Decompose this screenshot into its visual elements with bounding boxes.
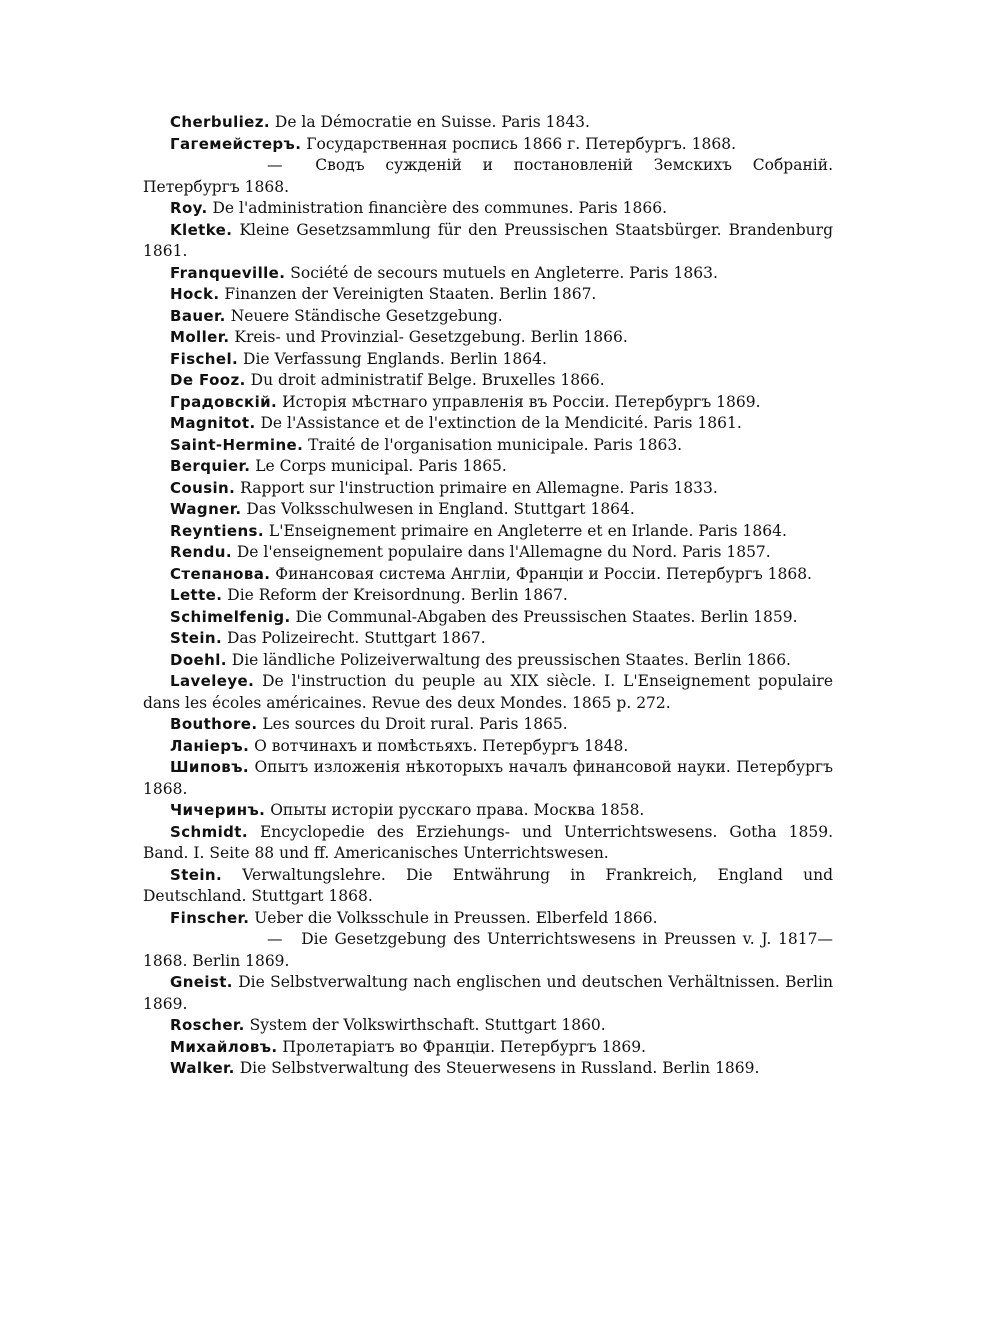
bibliography-entry	[143, 392, 833, 414]
entry-author: Fischel.	[170, 349, 239, 368]
entry-title: Исторія мѣстнаго управленія въ Россіи. Петербургъ 1869.	[277, 392, 761, 411]
bibliography-entry	[143, 585, 833, 607]
bibliography-entry	[143, 456, 833, 478]
entry-title: Финансовая система Англіи, Франціи и Россіи. Петербургъ 1868.	[270, 564, 812, 583]
bibliography-entry	[143, 607, 833, 629]
entry-title: Ueber die Volksschule in Preussen. Elberfeld 1866.	[249, 908, 658, 927]
entry-author: Cherbuliez.	[170, 113, 270, 131]
entry-author: Wagner.	[170, 500, 242, 518]
bibliography-entry	[143, 284, 833, 306]
entry-author: Stein.	[170, 629, 223, 647]
entry-title: Die Communal-Abgaben des Preussischen Staates. Berlin 1859.	[290, 607, 798, 626]
entry-title: Опытъ изложенія нѣкоторыхъ началъ финансовой науки. Петербургъ 1868.	[143, 758, 833, 798]
entry-author: Гагемейстеръ.	[170, 134, 302, 153]
entry-author: Шиповъ.	[170, 758, 249, 776]
bibliography-entry	[143, 972, 833, 1015]
entry-title: Neuere Ständische Gesetzgebung.	[225, 306, 503, 325]
entry-title: Société de secours mutuels en Angleterre. Paris 1863.	[285, 263, 718, 282]
entry-title: Finanzen der Vereinigten Staaten. Berlin 1867.	[219, 285, 597, 303]
entry-title: Die Verfassung Englands. Berlin 1864.	[238, 349, 547, 368]
entry-title: Encyclopedie des Erziehungs- und Unterrichtswesens. Gotha 1859. Band. I. Seite 88 und ff. Americanisches Unterrichtswesen.	[143, 822, 833, 862]
entry-author: —	[267, 930, 283, 948]
bibliography-entry	[143, 542, 833, 564]
entry-title: L'Enseignement primaire en Angleterre et en Irlande. Paris 1864.	[263, 521, 787, 540]
entry-title: Die ländliche Polizeiverwaltung des preussischen Staates. Berlin 1866.	[226, 650, 791, 669]
entry-title: Das Volksschulwesen in England. Stuttgart 1864.	[241, 500, 635, 518]
entry-author: Walker.	[170, 1059, 235, 1077]
bibliography-entry	[143, 1037, 833, 1059]
entry-author: Doehl.	[170, 650, 227, 669]
entry-author: Чичеринъ.	[170, 801, 266, 819]
entry-title: Die Selbstverwaltung nach englischen und deutschen Verhältnissen. Berlin 1869.	[143, 973, 833, 1013]
entry-author: Roy.	[170, 199, 208, 217]
entry-author: Moller.	[170, 328, 230, 346]
entry-author: Roscher.	[170, 1016, 245, 1034]
entry-author: De Fooz.	[170, 371, 246, 389]
bibliography-entry	[143, 714, 833, 736]
bibliography-entry	[143, 929, 833, 972]
bibliography-entry	[143, 1015, 833, 1037]
bibliography-entry	[143, 671, 833, 714]
entry-author: Schmidt.	[170, 822, 248, 841]
entry-author: Reyntiens.	[170, 521, 264, 540]
bibliography-entry	[143, 736, 833, 758]
entry-title: De l'Assistance et de l'extinction de la Mendicité. Paris 1861.	[255, 414, 742, 432]
entry-title: Die Selbstverwaltung des Steuerwesens in Russland. Berlin 1869.	[234, 1059, 760, 1077]
entry-title: Опыты исторіи русскаго права. Москва 1858.	[265, 801, 645, 819]
entry-title: Государственная роспись 1866 г. Петербургъ. 1868.	[301, 134, 737, 153]
bibliography-entry	[143, 564, 833, 586]
entry-author: Stein.	[170, 865, 223, 884]
bibliography-entry	[143, 865, 833, 908]
entry-title: Rapport sur l'instruction primaire en Allemagne. Paris 1833.	[235, 478, 718, 497]
bibliography-entry	[143, 1058, 833, 1080]
bibliography-entry	[143, 327, 833, 349]
entry-author: Cousin.	[170, 478, 236, 497]
entry-author: Finscher.	[170, 908, 250, 927]
bibliography-entry	[143, 134, 833, 156]
entry-title: Kreis- und Provinzial- Gesetzgebung. Berlin 1866.	[229, 328, 628, 346]
entry-author: Saint-Hermine.	[170, 435, 304, 454]
entry-title: Пролетаріатъ во Франціи. Петербургъ 1869.	[277, 1037, 646, 1056]
entry-author: Berquier.	[170, 457, 251, 475]
entry-title: Traité de l'organisation municipale. Paris 1863.	[303, 435, 683, 454]
bibliography-entry	[143, 822, 833, 865]
entry-title: Du droit administratif Belge. Bruxelles 1866.	[245, 371, 605, 389]
bibliography-entry	[143, 478, 833, 500]
entry-author: Magnitot.	[170, 414, 256, 432]
entry-title: Die Gesetzgebung des Unterrichtswesens in Preussen v. J. 1817—1868. Berlin 1869.	[143, 930, 833, 970]
bibliography-entry	[143, 263, 833, 285]
entry-title: System der Volkswirthschaft. Stuttgart 1860.	[244, 1016, 606, 1034]
entry-author: Hock.	[170, 285, 220, 303]
entry-title: Das Polizeirecht. Stuttgart 1867.	[222, 629, 486, 647]
bibliography-entry	[143, 435, 833, 457]
bibliography-entry	[143, 155, 833, 198]
bibliography-entry	[143, 306, 833, 328]
bibliography-list	[143, 112, 833, 1080]
entry-title: De la Démocratie en Suisse. Paris 1843.	[269, 113, 590, 131]
entry-author: Bouthore.	[170, 715, 258, 733]
entry-title: Les sources du Droit rural. Paris 1865.	[257, 715, 568, 733]
entry-author: Kletke.	[170, 220, 233, 239]
bibliography-entry	[143, 112, 833, 134]
bibliography-entry	[143, 349, 833, 371]
bibliography-entry	[143, 370, 833, 392]
entry-author: Schimelfenig.	[170, 607, 291, 626]
entry-author: Bauer.	[170, 306, 226, 325]
entry-author: Rendu.	[170, 543, 232, 561]
entry-author: Степанова.	[170, 564, 271, 583]
entry-title: Kleine Gesetzsammlung für den Preussischen Staatsbürger. Brandenburg 1861.	[143, 220, 833, 260]
bibliography-entry	[143, 908, 833, 930]
bibliography-entry	[143, 499, 833, 521]
entry-title: Die Reform der Kreisordnung. Berlin 1867.	[222, 586, 568, 604]
entry-title: Сводъ сужденій и постановленій Земскихъ Собраній. Петербургъ 1868.	[143, 156, 833, 196]
bibliography-entry	[143, 198, 833, 220]
entry-author: Gneist.	[170, 973, 233, 991]
entry-title: De l'instruction du peuple au XIX siècle. I. L'Enseignement populaire dans les écoles américaines. Revue des deux Mondes. 1865 p. 272.	[143, 672, 833, 712]
entry-author: Градовскій.	[170, 392, 278, 411]
bibliography-entry	[143, 220, 833, 263]
entry-title: Le Corps municipal. Paris 1865.	[250, 457, 507, 475]
entry-author: Laveleye.	[170, 672, 255, 690]
bibliography-entry	[143, 650, 833, 672]
entry-author: Franqueville.	[170, 263, 286, 282]
entry-title: De l'enseignement populaire dans l'Allemagne du Nord. Paris 1857.	[231, 543, 771, 561]
bibliography-entry	[143, 521, 833, 543]
bibliography-entry	[143, 413, 833, 435]
entry-title: Verwaltungslehre. Die Entwährung in Frankreich, England und Deutschland. Stuttgart 1868.	[143, 865, 833, 905]
entry-title: О вотчинахъ и помѣстьяхъ. Петербургъ 1848.	[249, 736, 629, 755]
bibliography-entry	[143, 800, 833, 822]
bibliography-entry	[143, 757, 833, 800]
entry-title: De l'administration financière des communes. Paris 1866.	[207, 199, 668, 217]
entry-author: Ланіеръ.	[170, 736, 250, 755]
entry-author: Михайловъ.	[170, 1037, 278, 1056]
bibliography-entry	[143, 628, 833, 650]
entry-author: —	[267, 156, 283, 174]
entry-author: Lette.	[170, 586, 223, 604]
